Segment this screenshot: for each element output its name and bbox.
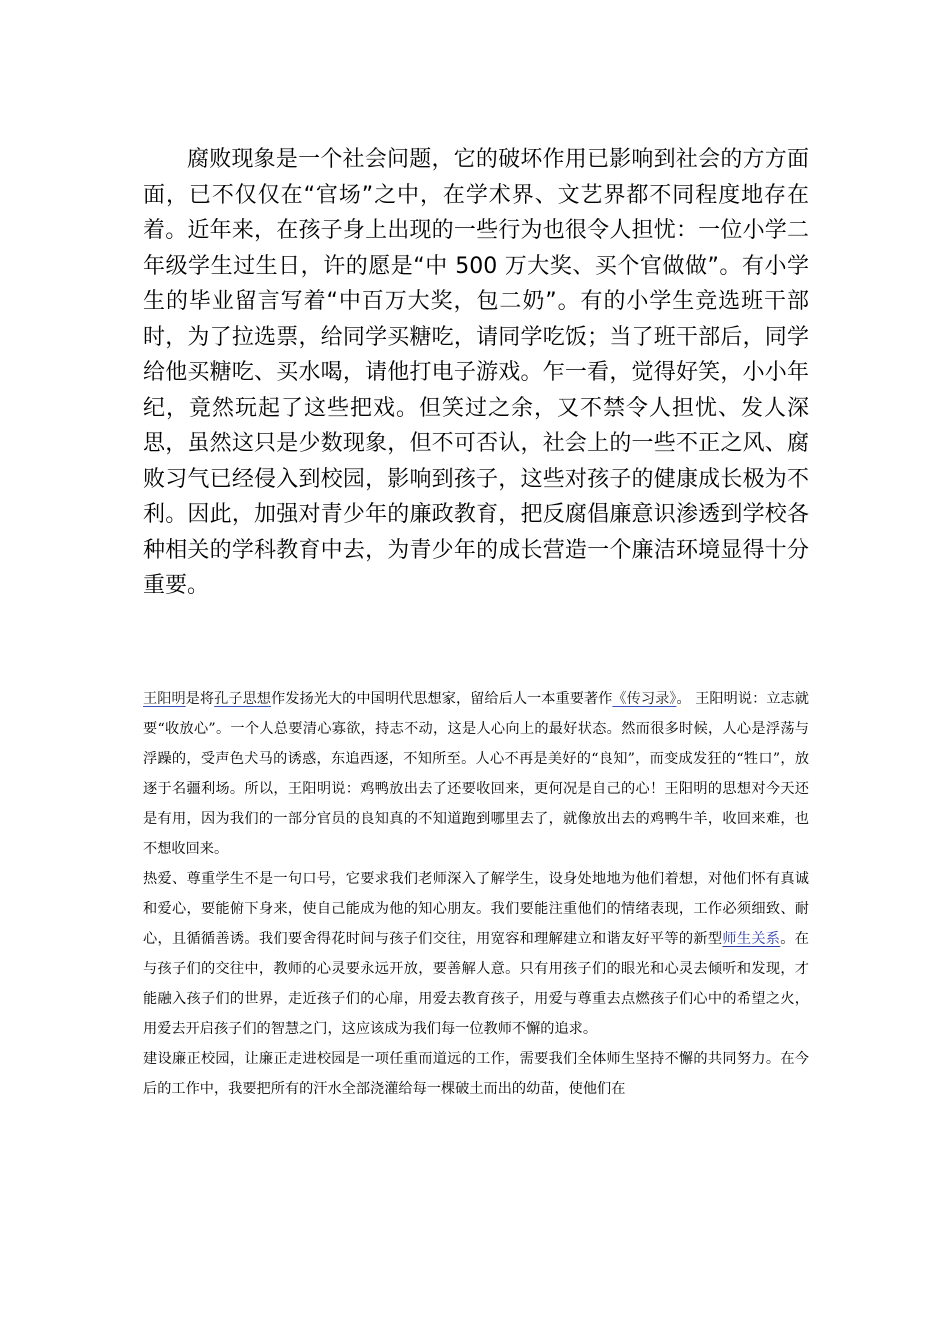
link-teacher-student-relation[interactable]: 师生关系 [722, 931, 781, 947]
p2-text-2: 。在与孩子们的交往中，教师的心灵要永远开放，要善解人意。只有用孩子们的眼光和心灵去倾听和发现，才能融入孩子们的世界，走近孩子们的心扉，用爱去教育孩子，用爱与尊重去点燃孩子们心中的希望之火，用爱去开启孩子们的智慧之门，这应该成为我们每一位教师不懈的追求。 [143, 931, 809, 1037]
p1-text-1: 是将 [185, 691, 215, 707]
paragraph-anti-corruption: 腐败现象是一个社会问题，它的破坏作用已影响到社会的方方面面，已不仅仅在“官场”之中，在学术界、文艺界都不同程度地存在着。近年来，在孩子身上出现的一些行为也很令人担忧：一位小学二年级学生过生日，许的愿是“中 500 万大奖、买个官做做”。有小学生的毕业留言写着“中百万大奖，包二奶”。有的小学生竞选班干部时，为了拉选票，给同学买糖吃，请同学吃饭；当了班干部后，同学给他买糖吃、买水喝，请他打电子游戏。乍一看，觉得好笑，小小年纪，竟然玩起了这些把戏。但笑过之余，又不禁令人担忧、发人深思，虽然这只是少数现象，但不可否认，社会上的一些不正之风、腐败习气已经侵入到校园，影响到孩子，这些对孩子的健康成长极为不利。因此，加强对青少年的廉政教育，把反腐倡廉意识渗透到学校各种相关的学科教育中去，为青少年的成长营造一个廉洁环境显得十分重要。 [143, 147, 809, 598]
link-wang-yangming[interactable]: 王阳明 [143, 691, 186, 707]
paragraph-love-students [143, 864, 809, 1044]
link-confucius-thought[interactable]: 孔子思想 [214, 691, 272, 707]
p1-text-2: 作发扬光大的中国明代思想家，留给后人一本重要著作 [271, 691, 613, 707]
p1-text-3: 。 王阳明说：立志就要“收放心”。一个人总要清心寡欲，持志不动，这是人心向上的最好状态。然而很多时候，人心是浮荡与浮躁的，受声色犬马的诱惑，东追西逐，不知所至。人心不再是美好的“良知”，而变成发狂的“牲口”，放逐于名疆利场。所以，王阳明说：鸡鸭放出去了还要收回来，更何况是自己的心！王阳明的思想对今天还是有用，因为我们的一部分官员的良知真的不知道跑到哪里去了，就像放出去的鸡鸭牛羊，收回来难，也不想收回来。 [143, 691, 810, 857]
paragraph-wang-yangming [143, 684, 809, 864]
serif-section [143, 684, 809, 1104]
p2-text-1: 热爱、尊重学生不是一句口号，它要求我们老师深入了解学生，设身处地地为他们着想，对他们怀有真诚和爱心，要能俯下身来，使自己能成为他的知心朋友。我们要能注重他们的情绪表现，工作必须细致、耐心，且循循善诱。我们要舍得花时间与孩子们交往，用宽容和理解建立和谐友好平等的新型 [143, 871, 809, 947]
paragraph-clean-campus: 建设廉正校园，让廉正走进校园是一项任重而道远的工作，需要我们全体师生坚持不懈的共同努力。在今后的工作中，我要把所有的汗水全部浇灌给每一棵破土而出的幼苗，使他们在 [143, 1051, 809, 1097]
link-book-chuanxilu[interactable]: 《传习录》 [612, 691, 677, 707]
